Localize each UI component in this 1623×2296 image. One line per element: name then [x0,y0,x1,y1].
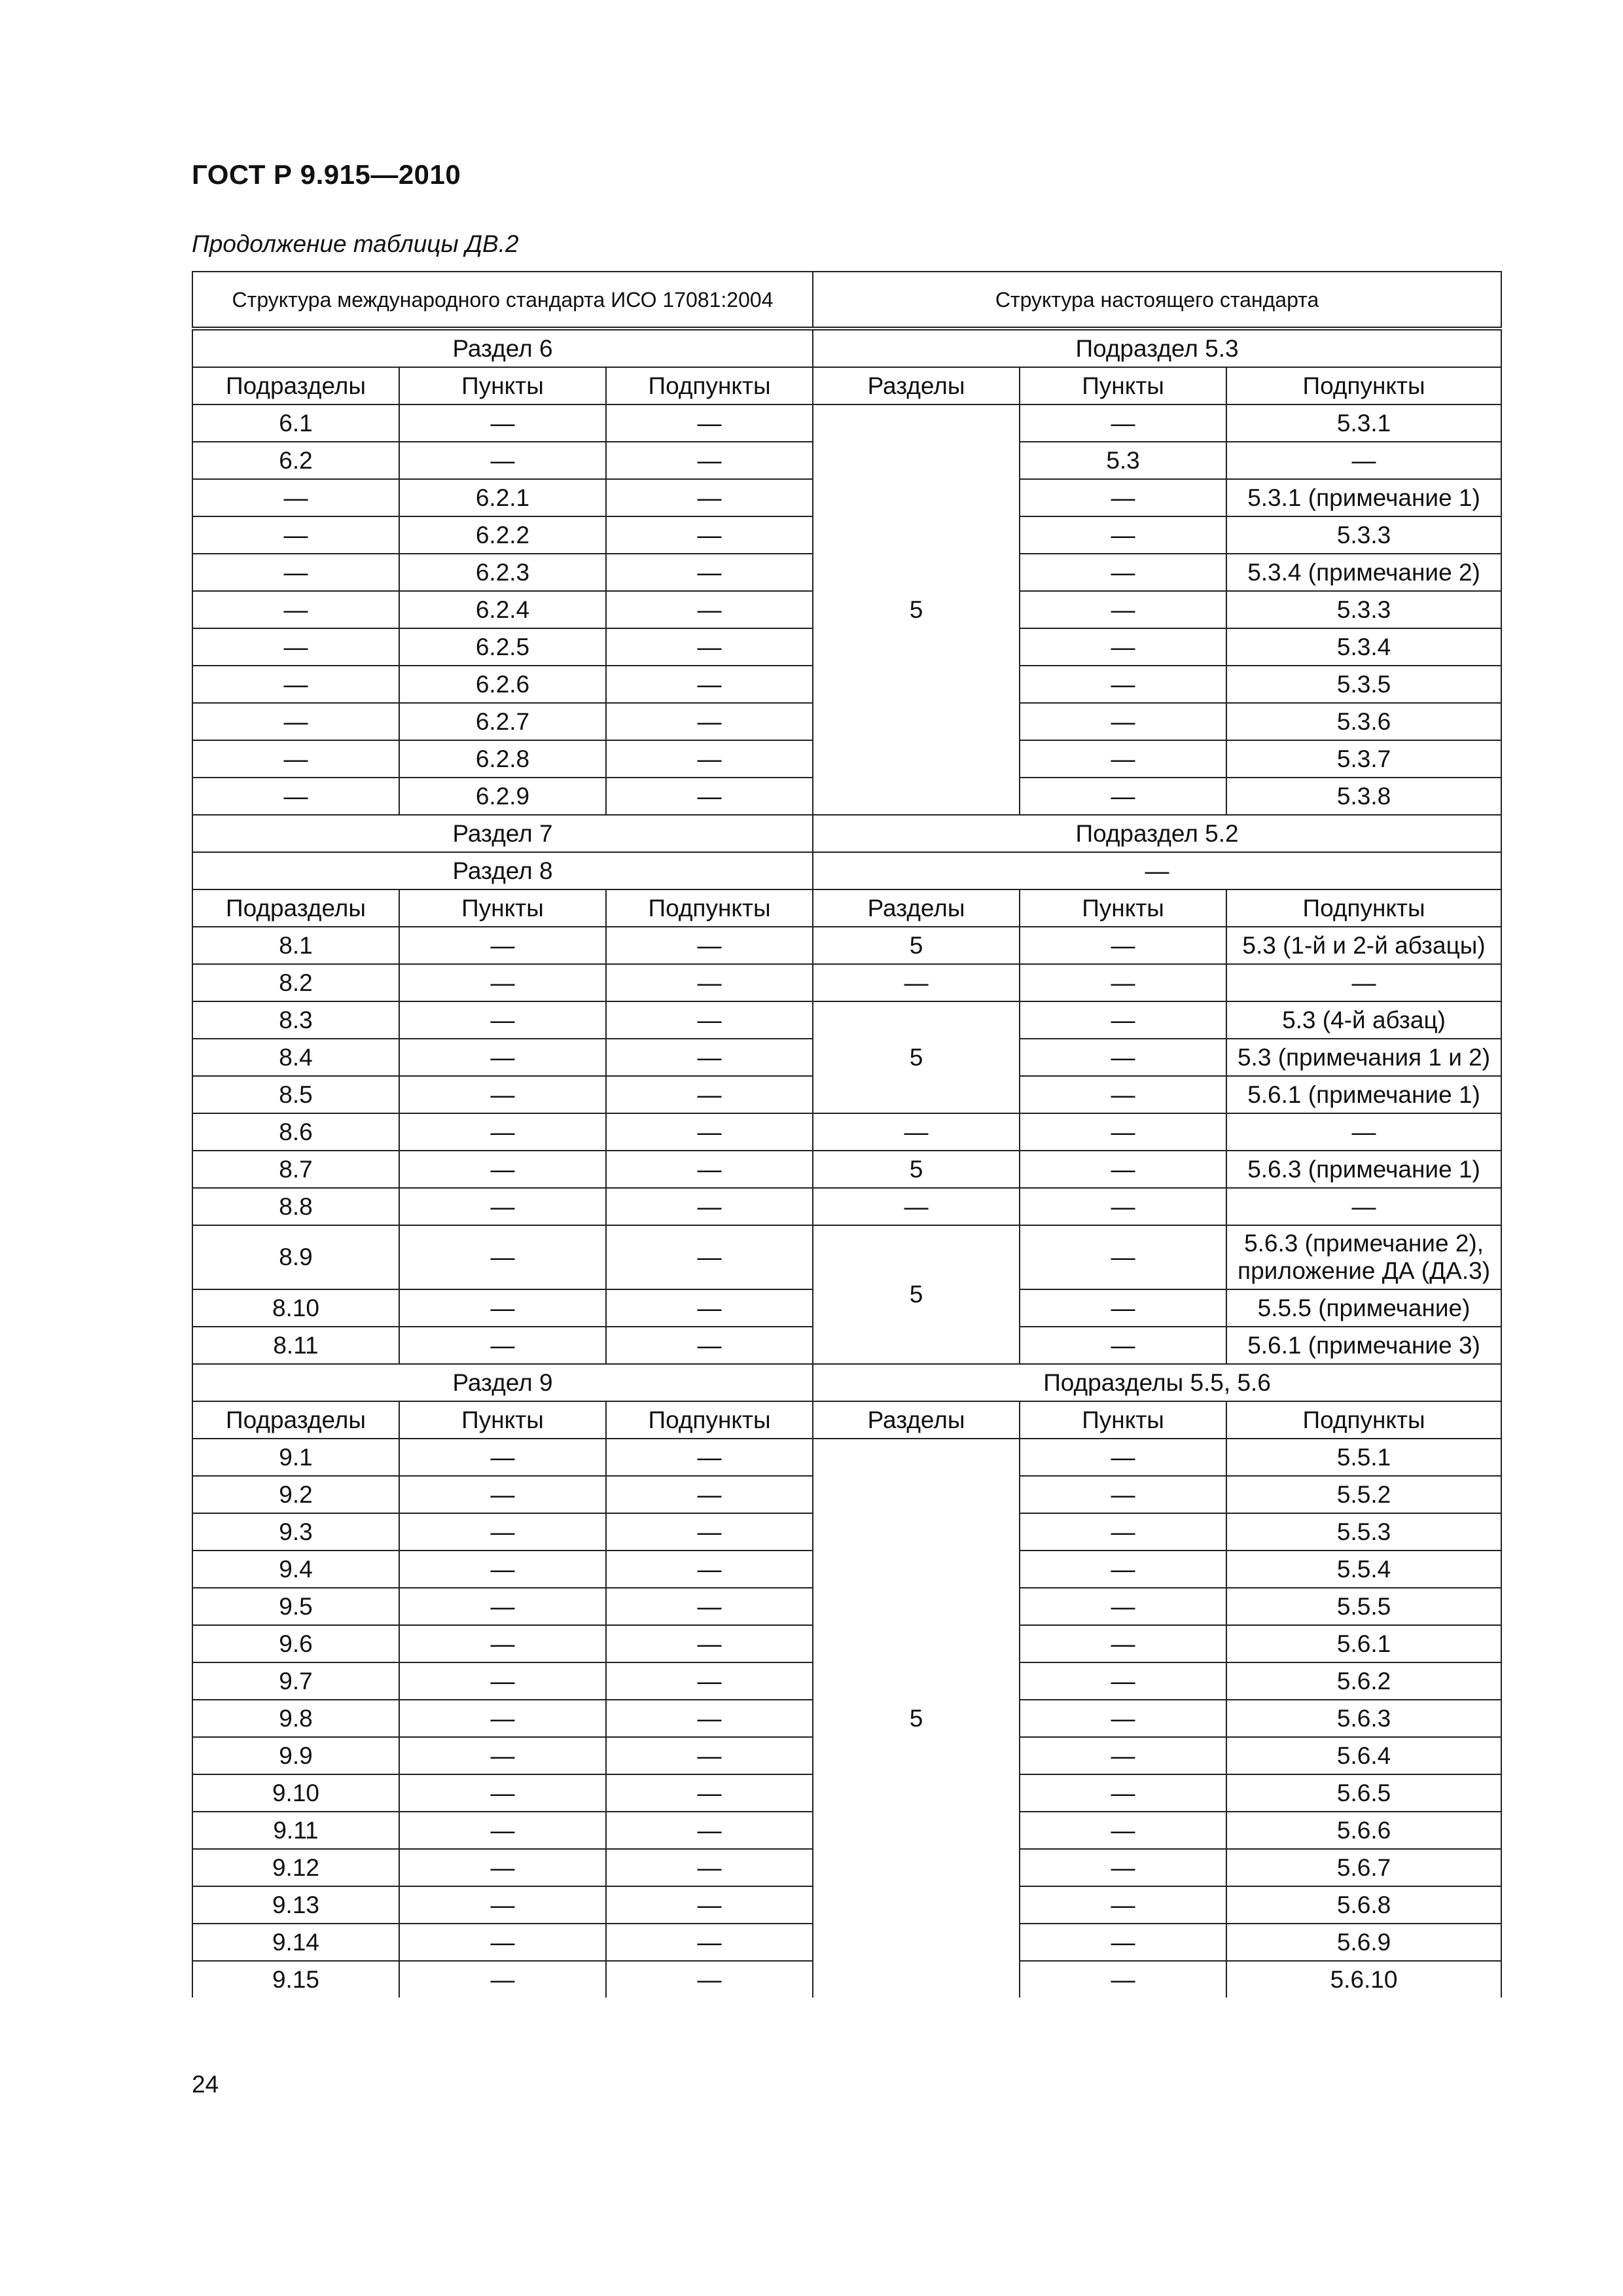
table-cell: — [1020,479,1226,516]
table-cell: — [606,1225,813,1289]
table-cell: 5.5.3 [1226,1513,1501,1551]
table-cell: 5.6.1 (примечание 3) [1226,1327,1501,1364]
table-cell: — [1020,1662,1226,1700]
table-cell: 5.6.4 [1226,1737,1501,1774]
table-cell: — [1020,1886,1226,1924]
table-cell: 5.3.6 [1226,703,1501,740]
table-cell: 5.6.8 [1226,1886,1501,1924]
table-cell: 5.6.3 [1226,1700,1501,1737]
table-cell: — [1020,1476,1226,1513]
column-header-row [192,1401,1501,1439]
current-standard-structure-header: Структура настоящего стандарта [813,272,1501,329]
col-header: Подпункты [606,889,813,927]
table-cell: 9.4 [192,1551,399,1588]
table-cell: — [813,1188,1020,1225]
table-cell: 8.6 [192,1113,399,1151]
table-cell: 5.6.7 [1226,1849,1501,1886]
table-cell: 9.3 [192,1513,399,1551]
table-cell: — [399,1849,606,1886]
table-row [192,1113,1501,1151]
table-cell: — [399,1774,606,1812]
table-cell: 6.2.9 [399,778,606,815]
table-cell: — [606,479,813,516]
table-cell: — [1020,591,1226,628]
table-cell: 5.3.4 [1226,628,1501,666]
table-cell: — [399,1513,606,1551]
col-header: Подпункты [1226,889,1501,927]
table-cell: — [1020,1924,1226,1961]
table-cell: 6.2.2 [399,516,606,554]
table-cell: 6.2.7 [399,703,606,740]
section-title-right: Подраздел 5.3 [813,329,1501,367]
table-cell: 5.5.5 (примечание) [1226,1289,1501,1327]
table-cell: 9.15 [192,1961,399,1998]
table-row [192,1188,1501,1225]
table-cell: — [606,1849,813,1886]
table-cell: — [1020,1225,1226,1289]
table-cell-merged: 5 [813,1001,1020,1113]
table-cell: — [606,1662,813,1700]
table-top-header-row [192,272,1501,329]
table-cell: 9.6 [192,1625,399,1662]
table-cell: — [1020,927,1226,964]
col-header: Подразделы [192,889,399,927]
table-cell: — [1020,1849,1226,1886]
table-cell: — [192,740,399,778]
table-cell: — [1020,1812,1226,1849]
table-cell: — [399,1039,606,1076]
table-cell: — [399,964,606,1001]
col-header: Подпункты [1226,1401,1501,1439]
table-cell: 9.7 [192,1662,399,1700]
table-cell: — [1020,1076,1226,1113]
col-header: Разделы [813,889,1020,927]
table-cell: — [606,1327,813,1364]
table-cell: — [606,740,813,778]
table-caption: Продолжение таблицы ДВ.2 [192,230,519,257]
table-cell: — [192,703,399,740]
table-cell: — [399,1327,606,1364]
table-cell: — [1226,1113,1501,1151]
table-row [192,1151,1501,1188]
table-cell: 9.9 [192,1737,399,1774]
table-row [192,404,1501,442]
table-cell: 5.3 (примечания 1 и 2) [1226,1039,1501,1076]
section-title-right: Подразделы 5.5, 5.6 [813,1364,1501,1401]
table-cell: — [606,1039,813,1076]
table-cell: — [606,703,813,740]
section-title-row [192,1364,1501,1401]
table-cell: — [1226,1188,1501,1225]
table-cell: 8.7 [192,1151,399,1188]
table-cell: — [606,1625,813,1662]
table-cell: — [1020,1961,1226,1998]
table-cell: — [1020,1113,1226,1151]
table-cell: 9.8 [192,1700,399,1737]
table-cell: — [606,1700,813,1737]
table-cell: 5.6.3 (примечание 2), приложение ДА (ДА.3) [1226,1225,1501,1289]
table-cell: 8.3 [192,1001,399,1039]
table-cell: — [399,404,606,442]
table-cell: 8.2 [192,964,399,1001]
table-cell: 5.3.1 [1226,404,1501,442]
table-cell: 5.5.5 [1226,1588,1501,1625]
table-cell: — [606,1076,813,1113]
table-cell: — [1020,404,1226,442]
table-cell: — [399,1151,606,1188]
table-cell: — [1020,628,1226,666]
table-cell: 6.1 [192,404,399,442]
column-header-row [192,889,1501,927]
section-title-left: Раздел 8 [192,852,813,889]
table-cell: — [813,964,1020,1001]
table-cell: — [399,1225,606,1289]
iso-structure-header: Структура международного стандарта ИСО 17081:2004 [192,272,813,329]
document-code-header: ГОСТ Р 9.915—2010 [192,159,461,190]
table-row [192,927,1501,964]
table-cell: — [399,1924,606,1961]
page-number: 24 [192,2071,219,2098]
table-cell: 9.11 [192,1812,399,1849]
table-cell: 5.6.5 [1226,1774,1501,1812]
table-cell: — [1020,778,1226,815]
table-cell: — [606,1774,813,1812]
table-cell: — [192,778,399,815]
table-row [192,1225,1501,1289]
table-cell: — [1020,1039,1226,1076]
table-cell: 5.3 (1-й и 2-й абзацы) [1226,927,1501,964]
col-header: Подразделы [192,1401,399,1439]
table-cell: — [606,927,813,964]
table-cell: 9.2 [192,1476,399,1513]
table-cell: — [1020,1188,1226,1225]
table-row [192,964,1501,1001]
table-cell: — [606,1476,813,1513]
table-cell: — [1020,1151,1226,1188]
table-cell: — [606,591,813,628]
table-cell: — [192,666,399,703]
table-cell: — [606,516,813,554]
table-cell: 6.2.6 [399,666,606,703]
table-cell-merged: 5 [813,1439,1020,1998]
table-cell: — [399,1289,606,1327]
table-cell: — [606,1001,813,1039]
structure-comparison-table [192,271,1502,1998]
section-title-left: Раздел 9 [192,1364,813,1401]
table-cell: — [606,1886,813,1924]
table-cell: — [1020,666,1226,703]
table-cell: 5.3.1 (примечание 1) [1226,479,1501,516]
table-cell: 6.2.5 [399,628,606,666]
table-cell: — [399,1625,606,1662]
table-cell: — [399,1551,606,1588]
table-cell: 5.5.1 [1226,1439,1501,1476]
table-cell: — [1020,1700,1226,1737]
table-cell: — [1020,554,1226,591]
table-cell: — [1020,1001,1226,1039]
table-cell: — [606,1513,813,1551]
table-cell: — [399,1001,606,1039]
col-header: Подразделы [192,367,399,404]
table-cell: 5.5.4 [1226,1551,1501,1588]
table-cell: 5.3.7 [1226,740,1501,778]
table-cell: — [399,1439,606,1476]
table-cell: 5.6.1 [1226,1625,1501,1662]
table-cell: — [399,1113,606,1151]
table-cell: — [813,1113,1020,1151]
col-header: Пункты [1020,1401,1226,1439]
table-cell: — [1020,1588,1226,1625]
table-cell: 6.2.1 [399,479,606,516]
table-cell: 8.5 [192,1076,399,1113]
table-cell: 9.10 [192,1774,399,1812]
section-title-row [192,852,1501,889]
table-cell: 5.3 (4-й абзац) [1226,1001,1501,1039]
table-cell: 8.11 [192,1327,399,1364]
table-cell: 9.14 [192,1924,399,1961]
table-cell: — [399,1961,606,1998]
table-cell: — [606,964,813,1001]
table-cell: 5.5.2 [1226,1476,1501,1513]
table-row [192,1439,1501,1476]
col-header: Подпункты [606,1401,813,1439]
table-cell: 8.1 [192,927,399,964]
col-header: Пункты [1020,367,1226,404]
table-cell: 5.3.3 [1226,516,1501,554]
table-cell: 6.2.3 [399,554,606,591]
col-header: Пункты [1020,889,1226,927]
table-cell: 5.6.1 (примечание 1) [1226,1076,1501,1113]
table-cell: — [1020,1774,1226,1812]
table-cell: — [1020,1289,1226,1327]
table-cell: — [399,1662,606,1700]
table-cell: — [1020,964,1226,1001]
table-cell: — [399,1700,606,1737]
table-cell: — [399,1886,606,1924]
table-cell: — [192,628,399,666]
section-title-right: — [813,852,1501,889]
section-title-row [192,329,1501,367]
table-cell: — [1020,1327,1226,1364]
section-title-left: Раздел 7 [192,815,813,852]
table-cell: 8.8 [192,1188,399,1225]
table-cell: — [606,1439,813,1476]
table-cell: — [1226,442,1501,479]
section-title-right: Подраздел 5.2 [813,815,1501,852]
table-cell: — [606,1924,813,1961]
table-cell: — [1020,1737,1226,1774]
table-cell: — [1020,516,1226,554]
table-cell: — [1020,740,1226,778]
table-cell: 5.3.5 [1226,666,1501,703]
table-cell: — [399,1812,606,1849]
table-cell: — [606,1289,813,1327]
table-cell: — [399,442,606,479]
table-cell: — [606,666,813,703]
table-cell: — [606,442,813,479]
table-cell: — [192,516,399,554]
table-cell: — [606,1737,813,1774]
table-cell: — [606,778,813,815]
column-header-row [192,367,1501,404]
col-header: Разделы [813,1401,1020,1439]
table-cell: 9.1 [192,1439,399,1476]
table-cell: — [606,628,813,666]
table-cell: 8.9 [192,1225,399,1289]
table-cell: — [606,404,813,442]
table-cell: — [606,1113,813,1151]
table-cell: — [192,591,399,628]
col-header: Разделы [813,367,1020,404]
table-cell: 6.2 [192,442,399,479]
table-cell-merged: 5 [813,404,1020,815]
table-cell: — [192,479,399,516]
table-cell: — [1020,1625,1226,1662]
col-header: Пункты [399,1401,606,1439]
table-cell: — [606,1961,813,1998]
table-cell: — [399,1476,606,1513]
table-cell: 5.3.8 [1226,778,1501,815]
table-cell: — [606,554,813,591]
table-cell: — [399,927,606,964]
table-cell: — [606,1551,813,1588]
table-cell: 9.13 [192,1886,399,1924]
table-cell: — [1020,703,1226,740]
table-cell: 6.2.8 [399,740,606,778]
table-cell: — [606,1188,813,1225]
table-cell: 8.4 [192,1039,399,1076]
table-cell: 8.10 [192,1289,399,1327]
table-cell: — [399,1076,606,1113]
table-cell: 5 [813,1151,1020,1188]
col-header: Пункты [399,889,606,927]
col-header: Подпункты [1226,367,1501,404]
table-cell: — [606,1151,813,1188]
table-cell: 6.2.4 [399,591,606,628]
section-title-row [192,815,1501,852]
table-cell-merged: 5 [813,1225,1020,1364]
col-header: Подпункты [606,367,813,404]
table-cell: — [399,1737,606,1774]
table-cell: — [1020,1551,1226,1588]
section-title-left: Раздел 6 [192,329,813,367]
table-cell: — [606,1812,813,1849]
table-cell: 5.6.9 [1226,1924,1501,1961]
table-cell: 5 [813,927,1020,964]
col-header: Пункты [399,367,606,404]
table-body [192,272,1501,1998]
table-cell: — [1020,1439,1226,1476]
table-cell: — [192,554,399,591]
table-cell: 5.3.3 [1226,591,1501,628]
table-cell: 5.6.6 [1226,1812,1501,1849]
table-cell: 9.5 [192,1588,399,1625]
table-cell: 9.12 [192,1849,399,1886]
table-row [192,1001,1501,1039]
table-cell: 5.3.4 (примечание 2) [1226,554,1501,591]
table-cell: — [399,1188,606,1225]
table-cell: 5.6.3 (примечание 1) [1226,1151,1501,1188]
table-cell: — [606,1588,813,1625]
table-cell: — [399,1588,606,1625]
table-cell: 5.6.2 [1226,1662,1501,1700]
table-cell: 5.6.10 [1226,1961,1501,1998]
table-cell: 5.3 [1020,442,1226,479]
table-cell: — [1020,1513,1226,1551]
table-cell: — [1226,964,1501,1001]
